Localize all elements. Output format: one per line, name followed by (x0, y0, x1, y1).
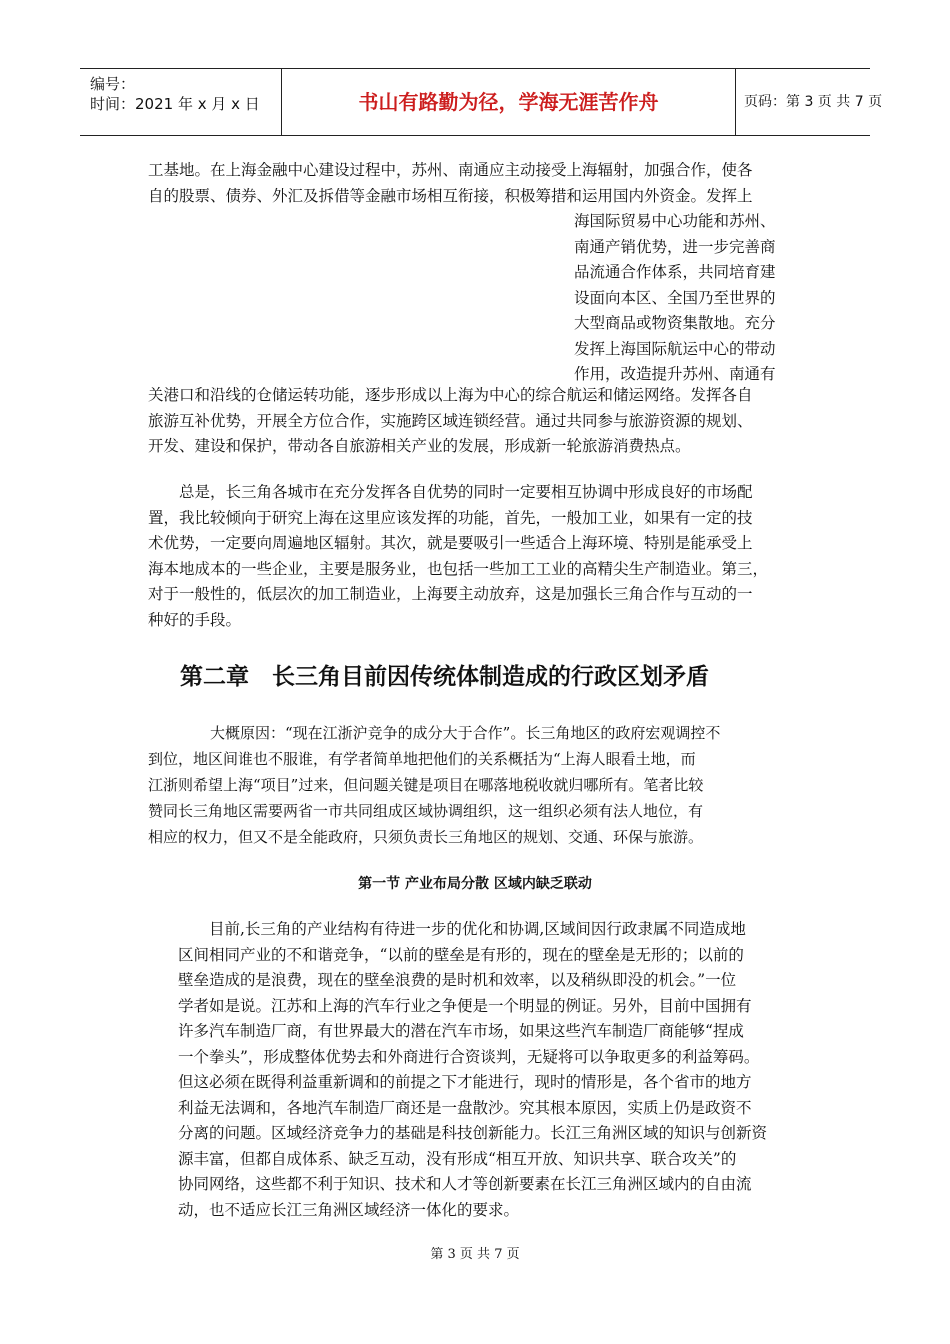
text-line: 设面向本区、全国乃至世界的 (574, 288, 776, 307)
text-line: 总是，长三角各城市在充分发挥各自优势的同时一定要相互协调中形成良好的市场配 (179, 483, 753, 501)
text-line: 海国际贸易中心功能和苏州、 (574, 212, 776, 230)
paragraph-3 (148, 720, 720, 850)
text-line: 置，我比较倾向于研究上海在这里应该发挥的功能，首先，一般加工业，如果有一定的技 (148, 508, 753, 527)
text-line: 壁垒造成的是浪费，现在的壁垒浪费的是时机和效率，以及稍纵即没的机会。”一位 (178, 971, 737, 989)
text-line: 区间相同产业的不和谐竞争，“以前的壁垒是有形的，现在的壁垒是无形的；以前的 (178, 945, 744, 964)
paragraph-4 (178, 917, 767, 1223)
page-header (80, 68, 883, 136)
text-line: 作用，改造提升苏州、南通有 (574, 365, 776, 383)
text-line: 一个拳头”，形成整体优势去和外商进行合资谈判，无疑将可以争取更多的利益筹码。 (178, 1047, 760, 1066)
text-line: 但这必须在既得利益重新调和的前提之下才能进行，现时的情形是，各个省市的地方 (178, 1073, 752, 1091)
text-line: 江浙则希望上海“项目”过来，但问题关键是项目在哪落地税收就归哪所有。笔者比较 (148, 776, 704, 794)
text-line: 关港口和沿线的仓储运转功能，逐步形成以上海为中心的综合航运和储运网络。发挥各自 (148, 386, 753, 404)
text-line: 旅游互补优势，开展全方位合作，实施跨区域连锁经营。通过共同参与旅游资源的规划、 (148, 411, 753, 430)
text-line: 发挥上海国际航运中心的带动 (574, 339, 776, 358)
text-line: 分离的问题。区域经济竞争力的基础是科技创新能力。长江三角洲区域的知识与创新资 (178, 1124, 768, 1142)
section-title: 第一节 产业布局分散 区域内缺乏联动 (358, 876, 592, 892)
text-line: 目前,长三角的产业结构有待进一步的优化和协调,区域间因行政隶属不同造成地 (209, 920, 746, 938)
text-line: 动，也不适应长江三角洲区域经济一体化的要求。 (178, 1200, 520, 1219)
text-line: 赞同长三角地区需要两省一市共同组成区域协调组织，这一组织必须有法人地位，有 (148, 802, 704, 820)
header-meta (80, 69, 282, 135)
header-motto: 书山有路勤为径，学海无涯苦作舟 (282, 69, 736, 135)
text-line: 到位，地区间谁也不服谁，有学者简单地把他们的关系概括为“上海人眼看土地，而 (148, 750, 696, 768)
header-page-info: 页码：第 3 页 共 7 页 (744, 94, 883, 110)
document-number-label: 编号： (90, 75, 136, 93)
paragraph-2 (148, 480, 768, 633)
text-line: 协同网络，这些都不利于知识、技术和人才等创新要素在长江三角洲区域内的自由流 (178, 1175, 752, 1193)
text-line: 海本地成本的一些企业，主要是服务业，也包括一些加工工业的高精尖生产制造业。第三， (148, 559, 769, 578)
text-line: 许多汽车制造厂商，有世界最大的潜在汽车市场，如果这些汽车制造厂商能够“捏成 (178, 1022, 744, 1040)
text-line: 术优势，一定要向周遍地区辐射。其次，就是要吸引一些适合上海环境、特别是能承受上 (148, 534, 753, 552)
document-date: 时间：2021 年 x 月 x 日 (90, 95, 260, 113)
text-line: 品流通合作体系，共同培育建 (574, 263, 776, 281)
text-line: 开发、建设和保护，带动各自旅游相关产业的发展，形成新一轮旅游消费热点。 (148, 437, 691, 455)
paragraph-1-tail (148, 383, 753, 460)
text-line: 利益无法调和，各地汽车制造厂商还是一盘散沙。究其根本原因，实质上仍是政资不 (178, 1098, 752, 1117)
page-footer: 第 3 页 共 7 页 (430, 1247, 520, 1262)
text-line: 源丰富，但都自成体系、缺乏互动，没有形成“相互开放、知识共享、联合攻关”的 (178, 1149, 737, 1168)
text-line: 南通产销优势，进一步完善商 (574, 237, 776, 256)
text-line: 对于一般性的，低层次的加工制造业，上海要主动放弃，这是加强长三角合作与互动的一 (148, 585, 753, 603)
chapter-title: 第二章 长三角目前因传统体制造成的行政区划矛盾 (180, 664, 709, 690)
text-line: 自的股票、债券、外汇及拆借等金融市场相互衔接，积极筹措和运用国内外资金。发挥上 (148, 186, 753, 205)
text-line: 种好的手段。 (148, 610, 242, 629)
text-line: 学者如是说。江苏和上海的汽车行业之争便是一个明显的例证。另外，目前中国拥有 (178, 996, 752, 1015)
text-line: 相应的权力，但又不是全能政府，只须负责长三角地区的规划、交通、环保与旅游。 (148, 828, 704, 846)
paragraph-1 (148, 158, 753, 209)
text-line: 大型商品或物资集散地。充分 (574, 314, 776, 332)
paragraph-1-narrow (574, 209, 776, 388)
text-line: 大概原因：“现在江浙沪竞争的成分大于合作”。长三角地区的政府宏观调控不 (210, 724, 721, 742)
text-line: 工基地。在上海金融中心建设过程中，苏州、南通应主动接受上海辐射，加强合作，使各 (148, 161, 753, 179)
